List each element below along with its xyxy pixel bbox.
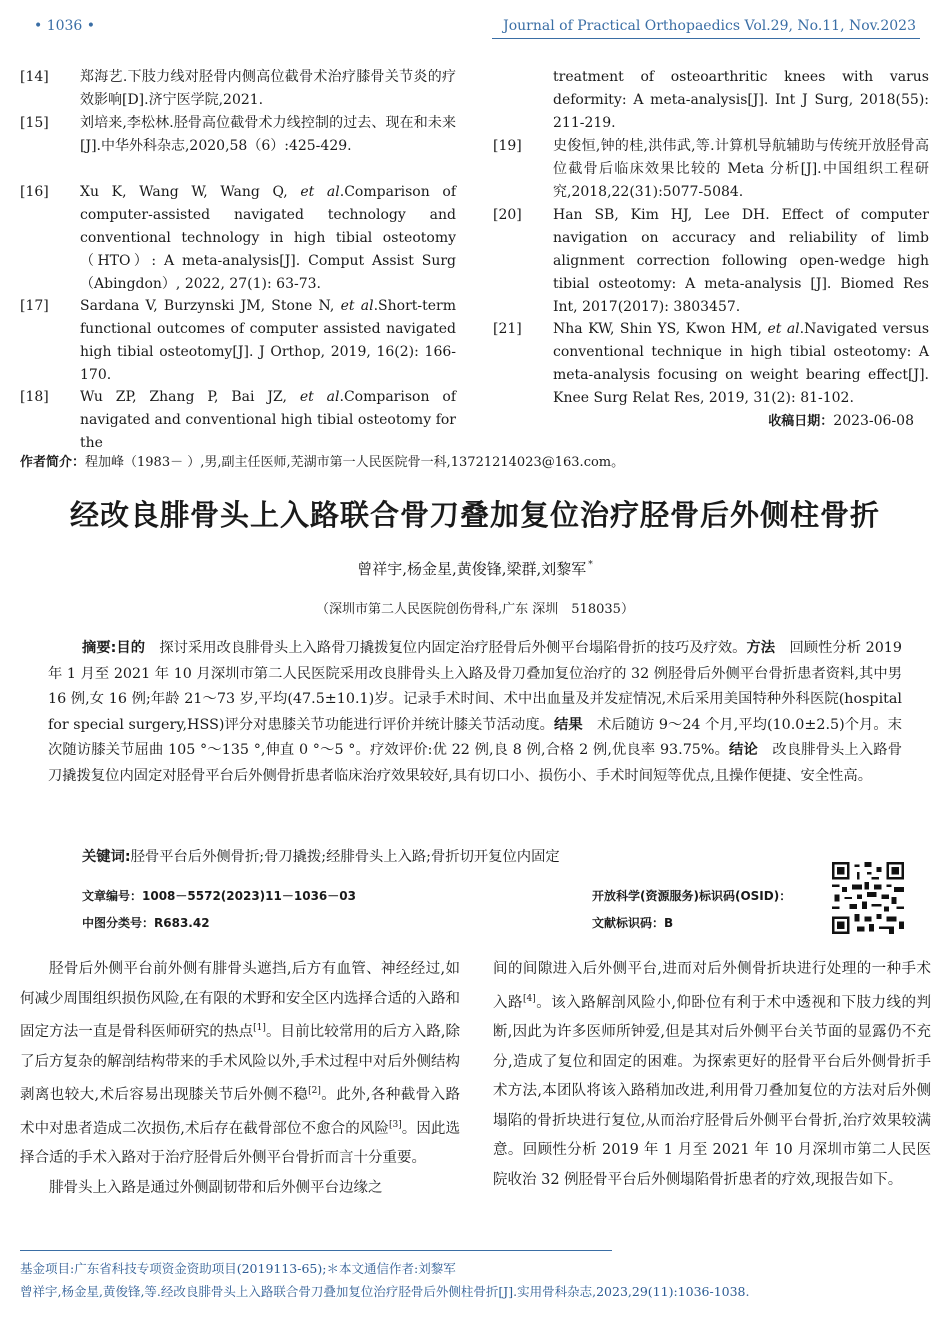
citation-4: [4] xyxy=(523,993,536,1004)
reference-number: [18] xyxy=(20,389,49,405)
header-rule xyxy=(492,38,920,39)
reference-text: 刘培来,李松林.胫骨高位截骨术力线控制的过去、现在和未来[J].中华外科杂志,2020,58（6）:425-429. xyxy=(80,115,456,154)
reference-number: [16] xyxy=(20,184,49,200)
result-label: 结果 xyxy=(554,716,583,733)
result-text: 术后随访 9～24 个月,平均(10.0±2.5)个月。末次随访膝关节屈曲 105 °～135 °,伸直 0 °～5 °。疗效评价:优 22 例,良 8 例,合格 2 例,优良率 93.75%。 xyxy=(48,716,902,758)
osid-label: 开放科学(资源服务)标识码(OSID)： xyxy=(592,889,792,903)
reference-text: treatment of osteoarthritic knees with varus deformity: A meta-analysis[J]. Int J Surg, 2018(55): 211-219. xyxy=(553,69,929,131)
journal-header: Journal of Practical Orthopaedics Vol.29, No.11, Nov.2023 xyxy=(503,18,916,34)
keywords-text: 胫骨平台后外侧骨折;骨刀撬拨;经腓骨头上入路;骨折切开复位内固定 xyxy=(130,849,560,865)
purpose-text: 探讨采用改良腓骨头上入路骨刀撬拨复位内固定治疗胫骨后外侧平台塌陷骨折的技巧及疗效。 xyxy=(145,640,747,656)
reference-number: [20] xyxy=(493,207,522,223)
conclusion-text: 改良腓骨头上入路骨刀撬拨复位内固定对胫骨平台后外侧骨折患者临床治疗效果较好,具有切口小、损伤小、手术时间短等优点,且操作便捷、安全性高。 xyxy=(48,742,903,784)
clc-number: 中图分类号：R683.42 xyxy=(82,916,210,930)
received-label: 收稿日期： xyxy=(768,414,834,429)
affiliation: （深圳市第二人民医院创伤骨科,广东 深圳 518035） xyxy=(316,602,634,617)
method-label: 方法 xyxy=(746,640,776,656)
reference-number: [14] xyxy=(20,69,49,85)
author-names: 曾祥宇,杨金星,黄俊锋,梁群,刘黎军 xyxy=(357,560,587,578)
received-value: 2023-06-08 xyxy=(833,413,914,429)
author-list xyxy=(0,558,950,579)
qr-code-icon[interactable] xyxy=(832,862,904,934)
body-left-column xyxy=(20,955,460,1203)
abstract xyxy=(48,636,902,789)
body-right-column xyxy=(493,955,931,1195)
author-bio-text: 程加峰（1983－ ）,男,副主任医师,芜湖市第一人民医院骨一科,13721214023@163.com。 xyxy=(85,455,625,470)
footnote-rule xyxy=(20,1250,612,1251)
body-paragraph: 间的间隙进入后外侧平台,进而对后外侧骨折块进行处理的一种手术入路[4]。该入路解剖风险小,仰卧位有利于术中透视和下肢力线的判断,因此为许多医师所钟爱,但是其对后外侧平台关节面的显露仍不充分,造成了复位和固定的困难。为探索更好的胫骨平台后外侧骨折手术方法,本团队将该入路稍加改进,利用骨刀叠加复位的方法对后外侧塌陷的骨折块进行复位,从而治疗胫骨后外侧平台骨折,治疗效果较满意。回顾性分析 2019 年 1 月至 2021 年 10 月深圳市第二人民医院收治 32 例胫骨平台后外侧塌陷骨折患者的疗效,现报告如下。 xyxy=(493,961,932,1188)
citation-1: [1] xyxy=(253,1023,266,1033)
document-code: 文献标识码：B xyxy=(592,916,674,930)
citation-2: [2] xyxy=(308,1086,321,1096)
reference-text: Nha KW, Shin YS, Kwon HM, et al.Navigated versus conventional technique in high tibial osteotomy: A meta-analysis focusing on weight bearing effect[J]. Knee Surg Relat Res, 2019, 31(2): 81-102. xyxy=(553,321,930,406)
article-number: 文章编号：1008－5572(2023)11－1036－03 xyxy=(82,889,356,903)
reference-text: 郑海艺.下肢力线对胫骨内侧高位截骨术治疗膝骨关节炎的疗效影响[D].济宁医学院,2021. xyxy=(80,69,456,108)
corresponding-mark: * xyxy=(588,560,593,570)
article-title: 经改良腓骨头上入路联合骨刀叠加复位治疗胫骨后外侧柱骨折 xyxy=(69,498,880,532)
page-number: • 1036 • xyxy=(34,18,96,34)
reference-text: Han SB, Kim HJ, Lee DH. Effect of computer navigation on accuracy and reliability of limb alignment correction following open-wedge high tibial osteotomy: A meta-analysis [J]. Biomed Res Int, 2017(2017): 3803457. xyxy=(553,207,929,315)
reference-number: [15] xyxy=(20,115,49,131)
author-bio-label: 作者简介： xyxy=(20,455,86,470)
reference-number: [19] xyxy=(493,138,522,154)
citation-note: 曾祥宇,杨金星,黄俊锋,等.经改良腓骨头上入路联合骨刀叠加复位治疗胫骨后外侧柱骨折[J].实用骨科杂志,2023,29(11):1036-1038. xyxy=(20,1284,750,1299)
reference-number: [21] xyxy=(493,321,522,337)
reference-text: Xu K, Wang W, Wang Q, et al.Comparison of computer-assisted navigated technology and conventional technology in high tibial osteotomy（HTO）: A meta-analysis[J]. Comput Assist Surg（Abingdon）, 2022, 27(1): 63-73. xyxy=(80,184,456,292)
keywords-label: 关键词: xyxy=(82,849,131,865)
reference-text: Wu ZP, Zhang P, Bai JZ, et al.Comparison of navigated and conventional high tibial osteotomy for the xyxy=(80,389,456,451)
abstract-label: 摘要: xyxy=(82,640,117,656)
keywords xyxy=(82,846,902,866)
method-text: 回顾性分析 2019 年 1 月至 2021 年 10 月深圳市第二人民医院采用改良腓骨头上入路及骨刀叠加复位治疗的 32 例胫骨后外侧平台骨折患者资料,其中男 16 例,女 16 例;年龄 21～73 岁,平均(47.5±10.1)岁。记录手术时间、术中出血量及并发症情况,术后采用美国特种外科医院(hospital for special surgery,HSS)评分对患膝关节功能进行评价并统计膝关节活动度。 xyxy=(48,640,902,733)
author-bio xyxy=(20,451,930,470)
reference-text: Sardana V, Burzynski JM, Stone N, et al.Short-term functional outcomes of computer assisted navigated high tibial osteotomy[J]. J Orthop, 2019, 16(2): 166-170. xyxy=(80,298,456,383)
reference-number: [17] xyxy=(20,298,49,314)
funding-note: 基金项目:广东省科技专项资金资助项目(2019113-65);＊本文通信作者:刘黎军 xyxy=(20,1261,456,1276)
body-paragraph: 胫骨后外侧平台前外侧有腓骨头遮挡,后方有血管、神经经过,如何减少周围组织损伤风险,在有限的术野和安全区内选择合适的入路和固定方法一直是骨科医师研究的热点[1]。目前比较常用的后方入路,除了后方复杂的解剖结构带来的手术风险以外,手术过程中对后外侧结构剥离也较大,术后容易出现膝关节后外侧不稳[2]。此外,各种截骨入路术中对患者造成二次损伤,术后存在截骨部位不愈合的风险[3]。因此选择合适的手术入路对于治疗胫骨后外侧平台骨折而言十分重要。 xyxy=(20,961,461,1166)
citation-3: [3] xyxy=(388,1119,402,1130)
purpose-label: 目的 xyxy=(116,640,146,656)
conclusion-label: 结论 xyxy=(729,742,758,758)
body-paragraph: 腓骨头上入路是通过外侧副韧带和后外侧平台边缘之 xyxy=(49,1179,383,1196)
reference-text: 史俊恒,钟的桂,洪伟武,等.计算机导航辅助与传统开放胫骨高位截骨后临床效果比较的 Meta 分析[J].中国组织工程研究,2018,22(31):5077-5084. xyxy=(553,138,929,200)
received-date xyxy=(768,410,914,429)
